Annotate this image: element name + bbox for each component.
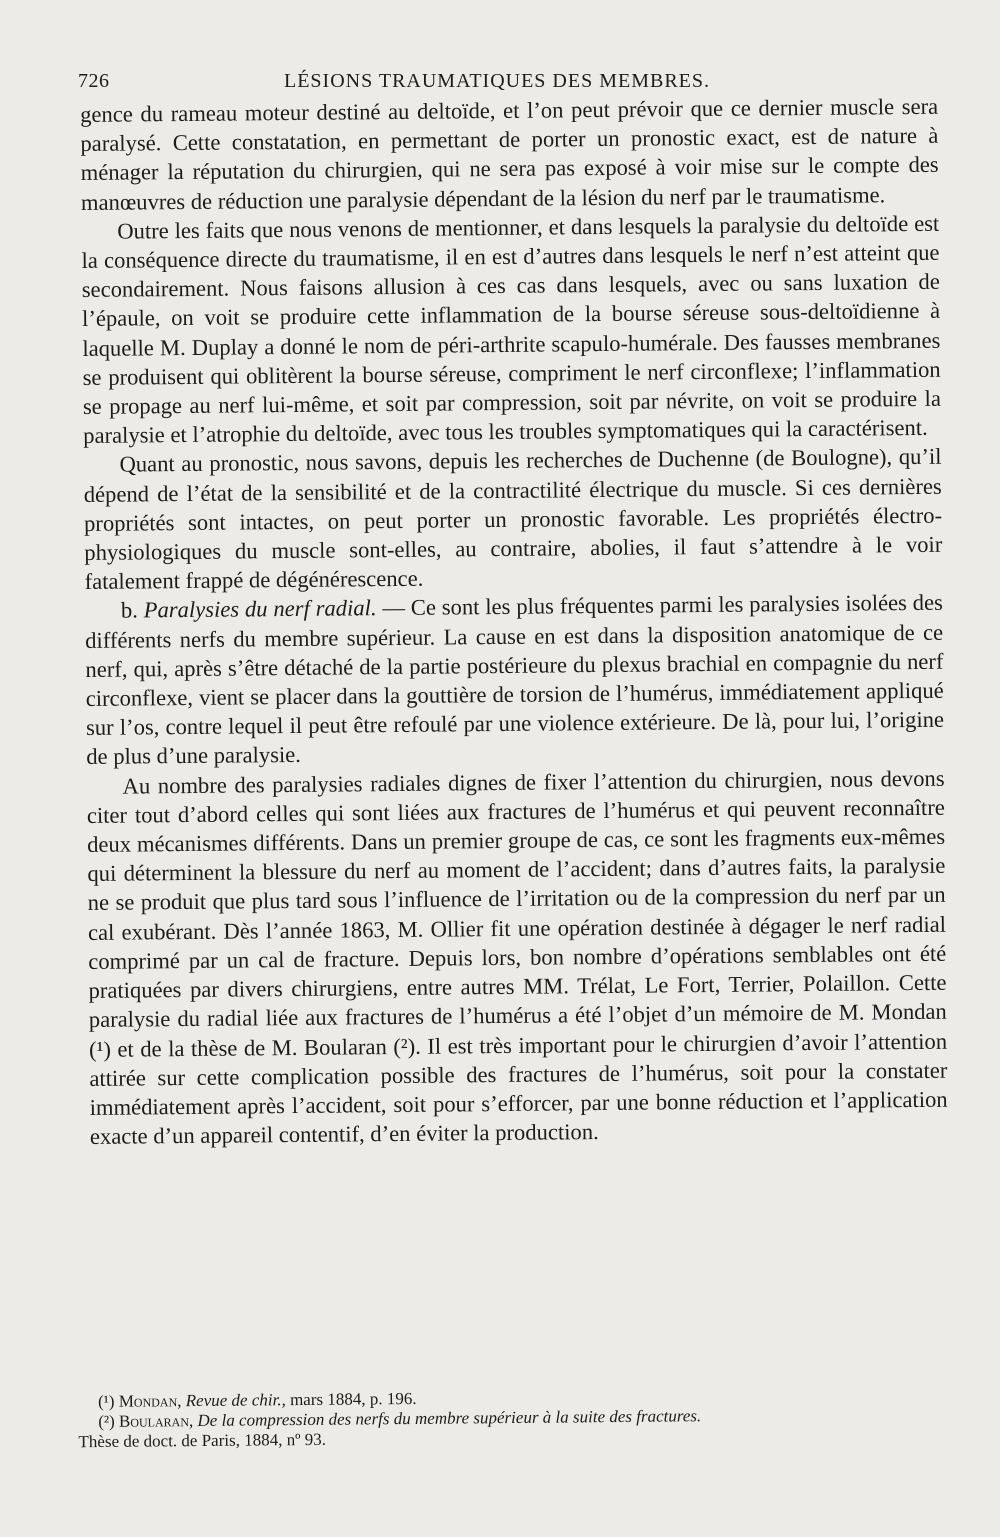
page-number: 726 xyxy=(78,70,110,92)
paragraph: Outre les faits que nous venons de mentionner, et dans lesquels la paralysie du deltoïde est la conséquence directe du traumatisme, il en est d’autres dans lesquels le nerf n’est atteint que secondairement. Nous faisons allusion à ces cas dans lesquels, avec ou sans luxation de l’épaule, on voit se produire cette inflammation de la bourse séreuse sous-deltoïdienne à laquelle M. Duplay a donné le nom de péri-arthrite scapulo-humérale. Des fausses membranes se produisent qui oblitèrent la bourse séreuse, compriment le nerf circonflexe; l’inflammation se propage au nerf lui-même, et soit par compression, soit par névrite, on voit se produire la paralysie et l’atrophie du deltoïde, avec tous les troubles symptomatiques qui la caractérisent. xyxy=(81,210,942,449)
paragraph: Quant au pronostic, nous savons, depuis les recherches de Duchenne (de Boulogne), qu’il dépend de l’état de la sensibilité et de la contractilité électrique du muscle. Si ces dernières propriétés sont intactes, on peut porter un pronostic favorable. Les propriétés électro-physiologiques du muscle sont-elles, au contraire, abolies, il faut s’attendre à le voir fatalement frappé de dégénérescence. xyxy=(83,444,943,595)
footnote-text: mars 1884, p. 196. xyxy=(285,1388,417,1410)
paragraph xyxy=(86,763,948,1151)
footnote-mark: (¹) xyxy=(98,1391,115,1411)
paragraph-radial xyxy=(85,588,945,771)
footnote-author: Mondan, xyxy=(118,1391,182,1411)
footnote-mark: (²) xyxy=(98,1411,115,1431)
footnote-2-continued: Thèse de doct. de Paris, 1884, nº 93. xyxy=(78,1429,327,1452)
paragraph-text: Au nombre des paralysies radiales dignes de fixer l’attention du chirurgien, nous devons citer tout d’abord celles qui sont liées aux fractures de l’humérus et qui peuvent reconnaître deux mécanismes différents. Dans un premier groupe de cas, ce sont les fragments eux-mêmes qui déterminent la blessure du nerf au moment de l’accident; dans d’autres faits, la paralysie ne se produit que plus tard sous l’influence de l’irritation ou de la compression du nerf par un cal exubérant. Dès l’année 1863, M. Ollier fit une opération destinée à dégager le nerf radial comprimé par un cal de fracture. Depuis lors, bon nombre d’opérations semblables ont été pratiquées par divers chirurgiens, entre autres MM. Trélat, Le Fort, Terrier, Polaillon. Cette paralysie du radial liée aux fractures de l’humérus a été l’objet d’un mémoire de M. Mondan xyxy=(86,765,947,1033)
paragraph: gence du rameau moteur destiné au deltoïde, et l’on peut prévoir que ce dernier muscle sera paralysé. Cette constatation, en permettant de porter un pronostic exact, est de nature à ménager la réputation du chirurgien, qui ne sera pas exposé à voir mise sur le compte des manœuvres de réduction une paralysie dépendant de la lésion du nerf par le traumatisme. xyxy=(80,93,939,215)
footnote-author: Boularan, xyxy=(118,1411,194,1431)
section-label: b. xyxy=(120,597,138,624)
footnote-ref: (¹) xyxy=(88,1036,112,1062)
footnotes xyxy=(78,1384,949,1452)
running-title: LÉSIONS TRAUMATIQUES DES MEMBRES. xyxy=(284,70,711,92)
footnote-title: De la compression des nerfs du membre supérieur à la suite des fractures. xyxy=(197,1406,702,1431)
paragraph-text: — Ce sont les plus fréquentes parmi les paralysies isolées des différents nerfs du membre supérieur. La cause en est dans la disposition anatomique de ce nerf, qui, après s’être détaché de la partie postérieure du plexus brachial en compagnie du nerf circonflexe, vient se placer dans la gouttière de torsion de l’humérus, immédiatement appliqué sur l’os, contre lequel il peut être refoulé par une violence extérieure. De là, pour lui, l’origine de plus d’une paralysie. xyxy=(85,590,945,770)
paragraph-text: et de la thèse de M. Boularan xyxy=(110,1033,394,1062)
paragraph-text: . Il est très important pour le chirurgien d’avoir l’attention attirée sur cette complication possible des fractures de l’humérus, soit pour la constater immédiatement après l’accident, soit pour s’efforcer, par une bonne réduction et l’application exacte d’un appareil contentif, d’en éviter la production. xyxy=(89,1028,948,1150)
section-title: Paralysies du nerf radial. xyxy=(143,595,377,623)
footnote-journal: Revue de chir., xyxy=(185,1390,286,1411)
footnote-ref: (²) xyxy=(393,1033,416,1059)
body-text xyxy=(80,92,948,1152)
